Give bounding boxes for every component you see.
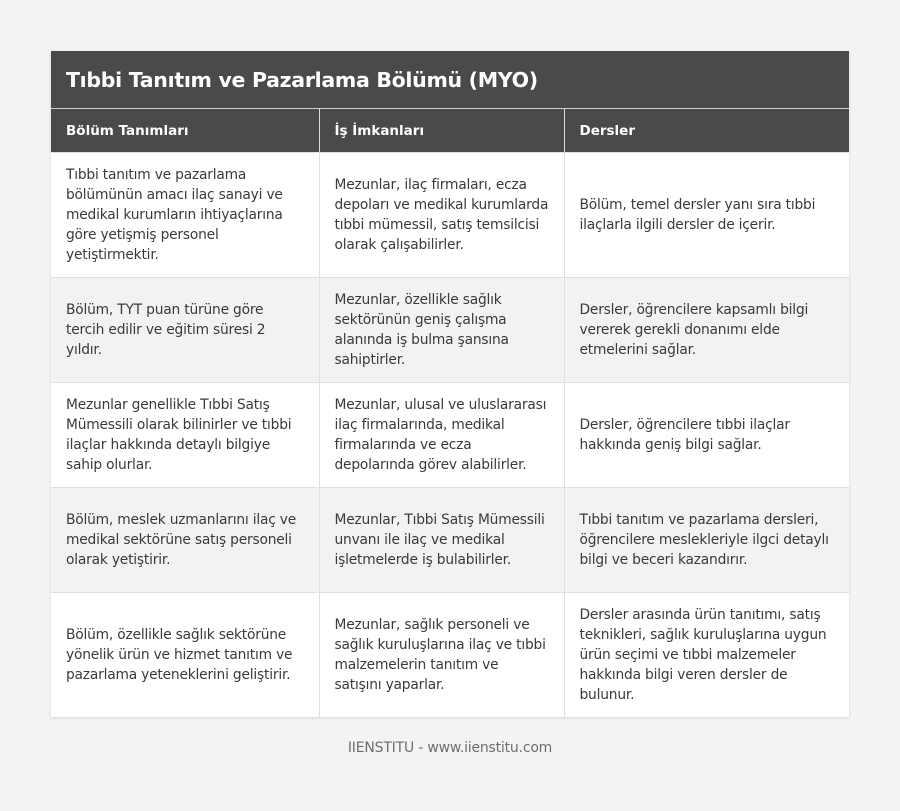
- table-row: [51, 278, 849, 383]
- table-cell: Dersler, öğrencilere kapsamlı bilgi vererek gerekli donanımı elde etmelerini sağlar.: [564, 278, 849, 383]
- table-cell: Mezunlar, sağlık personeli ve sağlık kuruluşlarına ilaç ve tıbbi malzemelerin tanıtım ve satışını yaparlar.: [319, 593, 564, 718]
- table-cell: Bölüm, temel dersler yanı sıra tıbbi ilaçlarla ilgili dersler de içerir.: [564, 153, 849, 278]
- table-row: [51, 488, 849, 593]
- table-cell: Tıbbi tanıtım ve pazarlama bölümünün amacı ilaç sanayi ve medikal kurumların ihtiyaçlarına göre yetişmiş personel yetiştirmektir.: [51, 153, 319, 278]
- table-cell: Mezunlar, ulusal ve uluslararası ilaç firmalarında, medikal firmalarında ve ecza depolarında görev alabilirler.: [319, 383, 564, 488]
- column-header-bolum-tanimlari: Bölüm Tanımları: [51, 109, 319, 153]
- table-cell: Tıbbi tanıtım ve pazarlama dersleri, öğrencilere meslekleriyle ilgci detaylı bilgi ve beceri kazandırır.: [564, 488, 849, 593]
- table-cell: Mezunlar, ilaç firmaları, ecza depoları ve medikal kurumlarda tıbbi mümessil, satış temsilcisi olarak çalışabilirler.: [319, 153, 564, 278]
- table-cell: Mezunlar genellikle Tıbbi Satış Mümessili olarak bilinirler ve tıbbi ilaçlar hakkında detaylı bilgiye sahip olurlar.: [51, 383, 319, 488]
- header-row: [51, 109, 849, 153]
- page-title: Tıbbi Tanıtım ve Pazarlama Bölümü (MYO): [66, 67, 538, 92]
- table-cell: Mezunlar, özellikle sağlık sektörünün geniş çalışma alanında iş bulma şansına sahiptirler.: [319, 278, 564, 383]
- column-header-dersler: Dersler: [564, 109, 849, 153]
- table-cell: Dersler arasında ürün tanıtımı, satış teknikleri, sağlık kuruluşlarına uygun ürün seçimi ve tıbbi malzemeler hakkında bilgi veren dersler de bulunur.: [564, 593, 849, 718]
- title-bar: [51, 51, 849, 109]
- table-cell: Mezunlar, Tıbbi Satış Mümessili unvanı ile ilaç ve medikal işletmelerde iş bulabilirler.: [319, 488, 564, 593]
- table-row: [51, 593, 849, 718]
- footer-credit: IIENSTITU - www.iienstitu.com: [347, 740, 553, 756]
- table-body: [51, 153, 849, 718]
- column-header-is-imkanlari: İş İmkanları: [319, 109, 564, 153]
- table-header: [51, 109, 849, 153]
- table-cell: Bölüm, TYT puan türüne göre tercih edilir ve eğitim süresi 2 yıldır.: [51, 278, 319, 383]
- info-table: [51, 109, 849, 717]
- info-table-card: [51, 51, 849, 717]
- table-cell: Dersler, öğrencilere tıbbi ilaçlar hakkında geniş bilgi sağlar.: [564, 383, 849, 488]
- table-row: [51, 383, 849, 488]
- table-cell: Bölüm, meslek uzmanlarını ilaç ve medikal sektörüne satış personeli olarak yetiştirir.: [51, 488, 319, 593]
- table-row: [51, 153, 849, 278]
- table-cell: Bölüm, özellikle sağlık sektörüne yönelik ürün ve hizmet tanıtım ve pazarlama yeteneklerini geliştirir.: [51, 593, 319, 718]
